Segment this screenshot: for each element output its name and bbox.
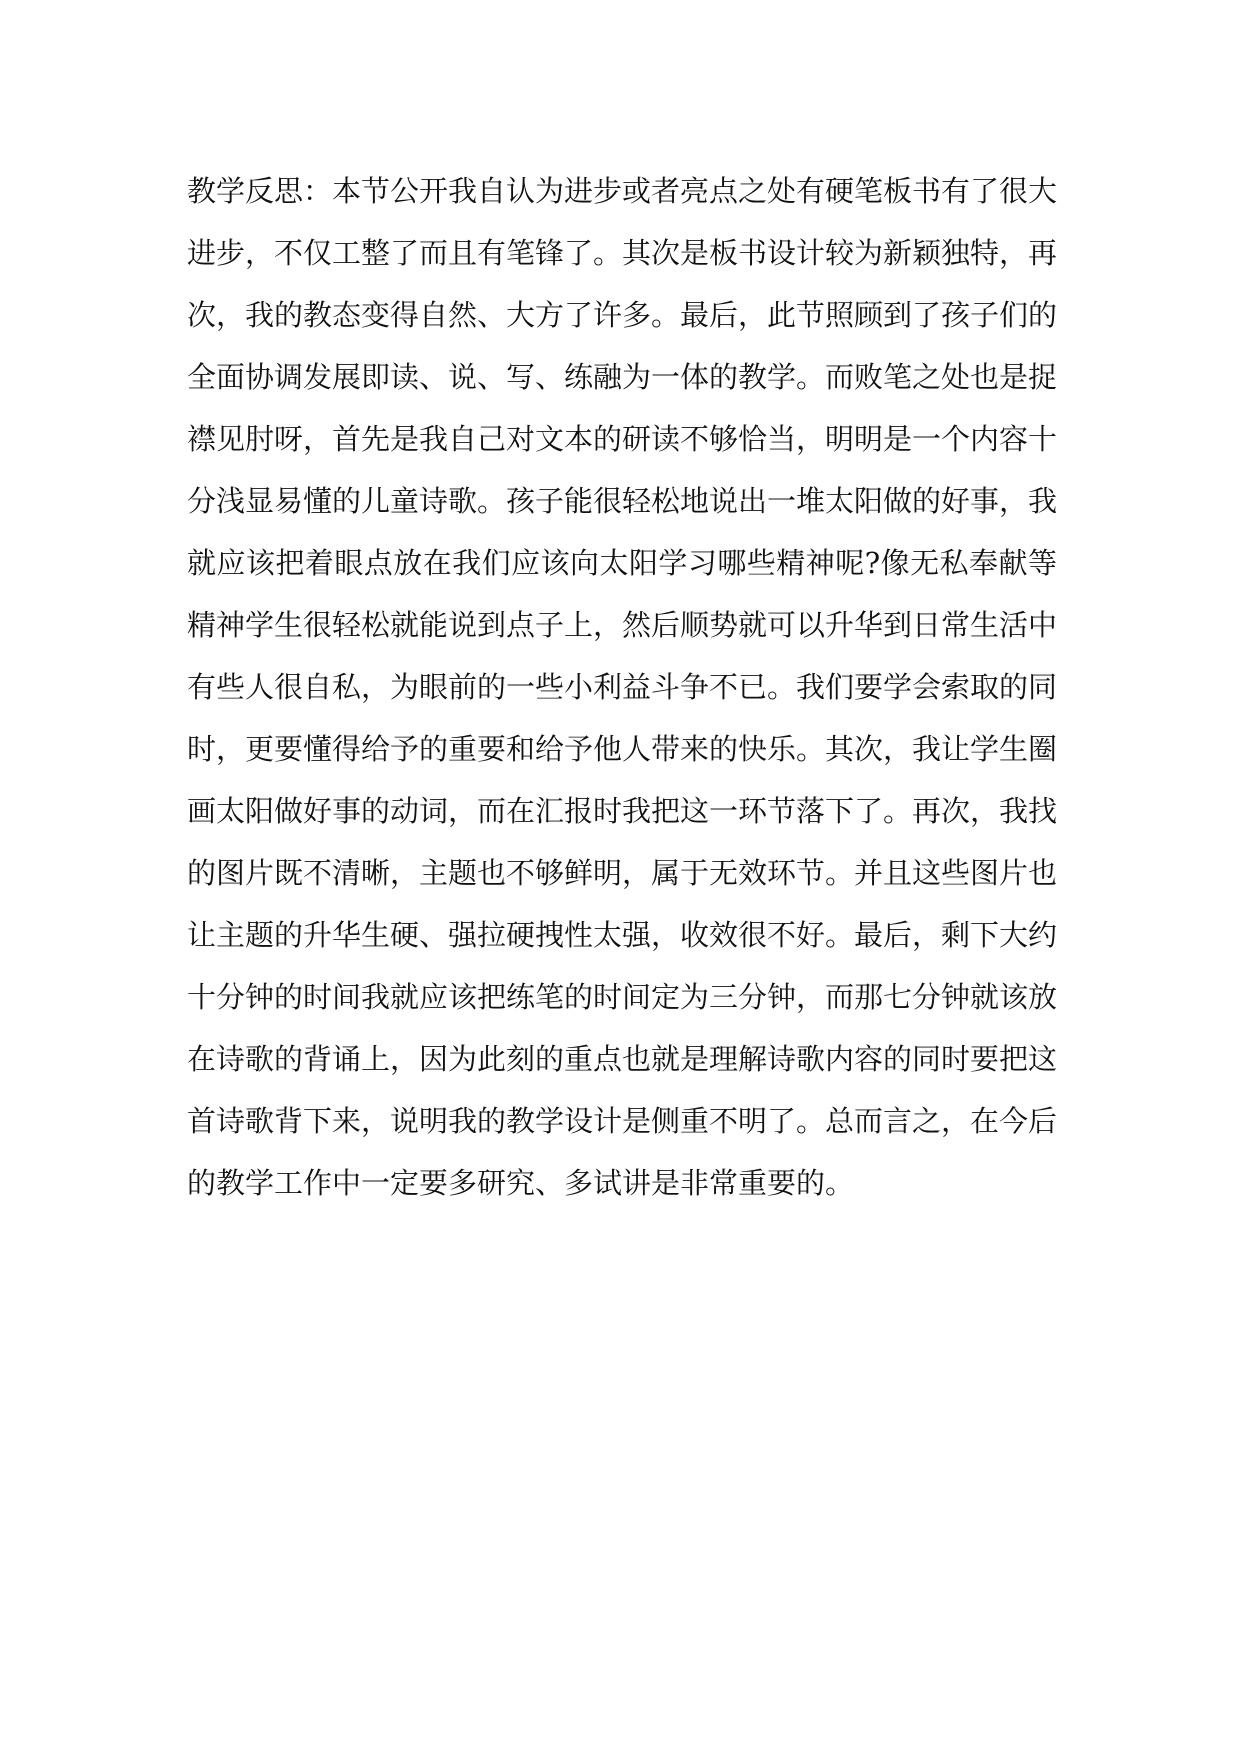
- text-line: 进步，不仅工整了而且有笔锋了。其次是板书设计较为新颖独特，再: [187, 236, 1057, 270]
- reflection-paragraph: [187, 160, 1057, 1214]
- text-line: 就应该把着眼点放在我们应该向太阳学习哪些精神呢?像无私奉献等: [187, 546, 1057, 580]
- text-line: 教学反思：本节公开我自认为进步或者亮点之处有硬笔板书有了很大: [187, 174, 1057, 208]
- text-line: 让主题的升华生硬、强拉硬拽性太强，收效很不好。最后，剩下大约: [187, 918, 1057, 952]
- text-line: 精神学生很轻松就能说到点子上，然后顺势就可以升华到日常生活中: [187, 608, 1057, 642]
- text-line: 全面协调发展即读、说、写、练融为一体的教学。而败笔之处也是捉: [187, 360, 1057, 394]
- text-line: 画太阳做好事的动词，而在汇报时我把这一环节落下了。再次，我找: [187, 794, 1057, 828]
- text-line: 有些人很自私，为眼前的一些小利益斗争不已。我们要学会索取的同: [187, 670, 1057, 704]
- text-line: 襟见肘呀，首先是我自己对文本的研读不够恰当，明明是一个内容十: [187, 422, 1057, 456]
- text-line: 分浅显易懂的儿童诗歌。孩子能很轻松地说出一堆太阳做的好事，我: [187, 484, 1057, 518]
- text-line: 次，我的教态变得自然、大方了许多。最后，此节照顾到了孩子们的: [187, 298, 1057, 332]
- text-line: 十分钟的时间我就应该把练笔的时间定为三分钟，而那七分钟就该放: [187, 980, 1057, 1014]
- text-line-last: 的教学工作中一定要多研究、多试讲是非常重要的。: [187, 1166, 855, 1200]
- text-line: 首诗歌背下来，说明我的教学设计是侧重不明了。总而言之，在今后: [187, 1104, 1057, 1138]
- text-line: 的图片既不清晰，主题也不够鲜明，属于无效环节。并且这些图片也: [187, 856, 1057, 890]
- text-line: 在诗歌的背诵上，因为此刻的重点也就是理解诗歌内容的同时要把这: [187, 1042, 1057, 1076]
- text-line: 时，更要懂得给予的重要和给予他人带来的快乐。其次，我让学生圈: [187, 732, 1057, 766]
